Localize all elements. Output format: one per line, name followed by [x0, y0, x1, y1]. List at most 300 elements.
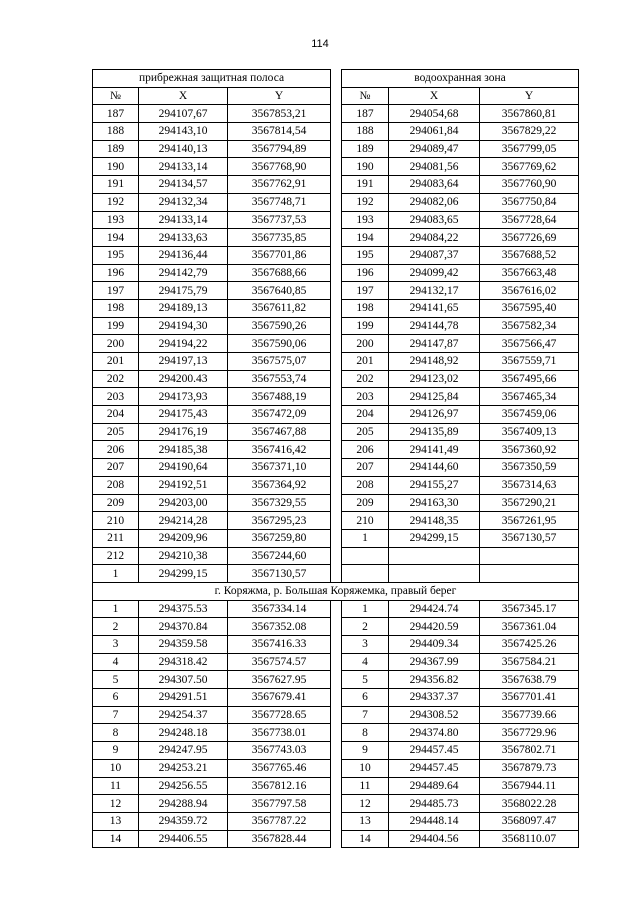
table-gap	[331, 742, 342, 760]
left-cell-x: 294142,79	[139, 264, 228, 282]
left-cell-y: 3567488,19	[228, 388, 331, 406]
table-gap	[331, 759, 342, 777]
table-gap	[331, 229, 342, 247]
left-cell-x: 294210,38	[139, 547, 228, 565]
left-cell-y: 3567738.01	[228, 724, 331, 742]
left-cell-x: 294194,22	[139, 335, 228, 353]
left-cell-y: 3567416.33	[228, 636, 331, 654]
left-cell-num: 13	[93, 812, 139, 830]
right-cell-num: 8	[342, 724, 389, 742]
right-cell-y: 3567350,59	[480, 459, 579, 477]
table-gap	[331, 476, 342, 494]
left-cell-num: 197	[93, 282, 139, 300]
left-cell-num: 192	[93, 193, 139, 211]
right-cell-y: 3567750,84	[480, 193, 579, 211]
right-cell-num: 10	[342, 759, 389, 777]
right-cell-y: 3567769,62	[480, 158, 579, 176]
table-row	[93, 459, 579, 477]
right-cell-y: 3567616,02	[480, 282, 579, 300]
right-cell-num: 189	[342, 140, 389, 158]
table-row	[93, 512, 579, 530]
table-gap	[331, 777, 342, 795]
table-row	[93, 388, 579, 406]
left-cell-x: 294133,14	[139, 158, 228, 176]
left-cell-x: 294254.37	[139, 706, 228, 724]
left-cell-x: 294136,44	[139, 246, 228, 264]
left-cell-x: 294375.53	[139, 600, 228, 618]
left-cell-num: 206	[93, 441, 139, 459]
right-cell-x: 294082,06	[389, 193, 480, 211]
table-row	[93, 759, 579, 777]
table-gap	[331, 353, 342, 371]
left-cell-y: 3567364,92	[228, 476, 331, 494]
right-cell-x: 294141,49	[389, 441, 480, 459]
left-header-x: X	[139, 87, 228, 105]
table-gap	[331, 724, 342, 742]
table-row	[93, 795, 579, 813]
left-cell-num: 191	[93, 176, 139, 194]
right-cell-x: 294126,97	[389, 406, 480, 424]
right-cell-num: 206	[342, 441, 389, 459]
left-cell-num: 204	[93, 406, 139, 424]
right-cell-num: 192	[342, 193, 389, 211]
right-cell-x: 294084,22	[389, 229, 480, 247]
table-gap	[331, 335, 342, 353]
left-cell-x: 294248.18	[139, 724, 228, 742]
left-cell-num: 205	[93, 423, 139, 441]
left-cell-x: 294143,10	[139, 123, 228, 141]
right-cell-y: 3567261,95	[480, 512, 579, 530]
right-cell-y: 3568022.28	[480, 795, 579, 813]
table-gap	[331, 317, 342, 335]
left-cell-y: 3567762,91	[228, 176, 331, 194]
table-title-row	[93, 70, 579, 88]
table-row	[93, 406, 579, 424]
left-cell-y: 3567743.03	[228, 742, 331, 760]
right-cell-num	[342, 565, 389, 583]
table-row	[93, 158, 579, 176]
right-cell-num: 6	[342, 689, 389, 707]
right-cell-x: 294132,17	[389, 282, 480, 300]
right-cell-y: 3567425.26	[480, 636, 579, 654]
left-cell-num: 194	[93, 229, 139, 247]
table-row	[93, 830, 579, 848]
right-cell-x	[389, 565, 480, 583]
right-cell-num: 200	[342, 335, 389, 353]
table-gap	[331, 246, 342, 264]
left-cell-y: 3567728.65	[228, 706, 331, 724]
right-cell-num: 187	[342, 105, 389, 123]
right-cell-x: 294148,35	[389, 512, 480, 530]
table-row	[93, 565, 579, 583]
right-header-x: X	[389, 87, 480, 105]
left-cell-x: 294200.43	[139, 370, 228, 388]
left-cell-x: 294247.95	[139, 742, 228, 760]
left-cell-x: 294359.72	[139, 812, 228, 830]
left-header-num: №	[93, 87, 139, 105]
right-cell-y: 3567663,48	[480, 264, 579, 282]
left-cell-x: 294256.55	[139, 777, 228, 795]
right-cell-y	[480, 547, 579, 565]
right-cell-x: 294489.64	[389, 777, 480, 795]
left-cell-x: 294132,34	[139, 193, 228, 211]
right-cell-y: 3567582,34	[480, 317, 579, 335]
right-cell-num: 12	[342, 795, 389, 813]
left-cell-num: 212	[93, 547, 139, 565]
right-cell-y: 3567360,92	[480, 441, 579, 459]
right-cell-num: 207	[342, 459, 389, 477]
right-cell-num: 201	[342, 353, 389, 371]
right-cell-num: 199	[342, 317, 389, 335]
left-cell-x: 294299,15	[139, 565, 228, 583]
right-cell-y: 3567688,52	[480, 246, 579, 264]
table-row	[93, 777, 579, 795]
right-cell-x: 294141,65	[389, 299, 480, 317]
right-cell-x: 294087,37	[389, 246, 480, 264]
left-cell-x: 294192,51	[139, 476, 228, 494]
left-cell-y: 3567244,60	[228, 547, 331, 565]
left-cell-num: 2	[93, 618, 139, 636]
page-number: 114	[311, 38, 329, 50]
right-cell-y: 3567879.73	[480, 759, 579, 777]
left-cell-y: 3567627.95	[228, 671, 331, 689]
table-gap	[331, 282, 342, 300]
right-cell-x: 294125,84	[389, 388, 480, 406]
table-gap	[331, 211, 342, 229]
left-cell-num: 201	[93, 353, 139, 371]
left-cell-x: 294189,13	[139, 299, 228, 317]
right-cell-num: 5	[342, 671, 389, 689]
right-cell-y: 3567130,57	[480, 529, 579, 547]
left-cell-x: 294190,64	[139, 459, 228, 477]
left-cell-x: 294288.94	[139, 795, 228, 813]
right-cell-num: 210	[342, 512, 389, 530]
right-cell-x: 294083,65	[389, 211, 480, 229]
right-cell-num: 203	[342, 388, 389, 406]
right-cell-num: 209	[342, 494, 389, 512]
right-cell-x: 294485.73	[389, 795, 480, 813]
table-row	[93, 547, 579, 565]
left-cell-x: 294140,13	[139, 140, 228, 158]
left-cell-x: 294175,79	[139, 282, 228, 300]
left-cell-num: 188	[93, 123, 139, 141]
right-cell-x: 294308.52	[389, 706, 480, 724]
right-cell-num: 188	[342, 123, 389, 141]
right-cell-num: 9	[342, 742, 389, 760]
right-header-num: №	[342, 87, 389, 105]
left-cell-num: 12	[93, 795, 139, 813]
right-cell-num: 14	[342, 830, 389, 848]
table-row	[93, 600, 579, 618]
right-cell-y: 3567495,66	[480, 370, 579, 388]
right-cell-y: 3567729.96	[480, 724, 579, 742]
right-cell-y: 3567638.79	[480, 671, 579, 689]
table-row	[93, 282, 579, 300]
left-cell-x: 294359.58	[139, 636, 228, 654]
right-cell-y: 3567726,69	[480, 229, 579, 247]
table-gap	[331, 388, 342, 406]
left-cell-x: 294134,57	[139, 176, 228, 194]
left-cell-y: 3567590,06	[228, 335, 331, 353]
left-cell-y: 3567590,26	[228, 317, 331, 335]
right-cell-x: 294420.59	[389, 618, 480, 636]
right-cell-x: 294409.34	[389, 636, 480, 654]
left-cell-num: 207	[93, 459, 139, 477]
left-cell-y: 3567748,71	[228, 193, 331, 211]
right-cell-num: 193	[342, 211, 389, 229]
right-cell-y: 3567799,05	[480, 140, 579, 158]
right-cell-x: 294404.56	[389, 830, 480, 848]
right-cell-num: 198	[342, 299, 389, 317]
right-cell-num: 208	[342, 476, 389, 494]
right-cell-x: 294457.45	[389, 742, 480, 760]
table-gap	[331, 812, 342, 830]
right-cell-num: 4	[342, 653, 389, 671]
table-row	[93, 742, 579, 760]
right-cell-y: 3567860,81	[480, 105, 579, 123]
table-gap	[331, 299, 342, 317]
left-cell-y: 3567640,85	[228, 282, 331, 300]
table-row	[93, 317, 579, 335]
right-cell-y: 3567760,90	[480, 176, 579, 194]
right-cell-x: 294099,42	[389, 264, 480, 282]
right-cell-x: 294356.82	[389, 671, 480, 689]
left-cell-y: 3567787.22	[228, 812, 331, 830]
right-cell-y: 3567314,63	[480, 476, 579, 494]
right-cell-y: 3567829,22	[480, 123, 579, 141]
right-cell-x: 294374.80	[389, 724, 480, 742]
table-gap	[331, 636, 342, 654]
table-row	[93, 229, 579, 247]
right-cell-x: 294148,92	[389, 353, 480, 371]
right-cell-x: 294054,68	[389, 105, 480, 123]
left-cell-y: 3567130,57	[228, 565, 331, 583]
right-cell-x: 294083,64	[389, 176, 480, 194]
table-gap	[331, 706, 342, 724]
left-cell-y: 3567352.08	[228, 618, 331, 636]
right-cell-num: 194	[342, 229, 389, 247]
table-gap	[331, 529, 342, 547]
left-cell-num: 1	[93, 600, 139, 618]
left-cell-num: 4	[93, 653, 139, 671]
left-cell-x: 294318.42	[139, 653, 228, 671]
left-cell-num: 14	[93, 830, 139, 848]
left-cell-num: 203	[93, 388, 139, 406]
table-row	[93, 441, 579, 459]
left-cell-num: 11	[93, 777, 139, 795]
table-row	[93, 105, 579, 123]
table-row	[93, 353, 579, 371]
table-row	[93, 335, 579, 353]
left-cell-y: 3567828.44	[228, 830, 331, 848]
left-cell-y: 3567814,54	[228, 123, 331, 141]
left-cell-x: 294214,28	[139, 512, 228, 530]
table-gap	[331, 87, 342, 105]
left-cell-y: 3567295,23	[228, 512, 331, 530]
table-gap	[331, 406, 342, 424]
table-gap	[331, 264, 342, 282]
table-gap	[331, 123, 342, 141]
table-gap	[331, 140, 342, 158]
right-cell-num: 190	[342, 158, 389, 176]
right-cell-x: 294061,84	[389, 123, 480, 141]
right-cell-y: 3567345.17	[480, 600, 579, 618]
left-cell-num: 211	[93, 529, 139, 547]
table-gap	[331, 176, 342, 194]
right-cell-x: 294337.37	[389, 689, 480, 707]
left-cell-x: 294307.50	[139, 671, 228, 689]
left-cell-y: 3567794,89	[228, 140, 331, 158]
right-cell-x: 294081,56	[389, 158, 480, 176]
left-cell-y: 3567575,07	[228, 353, 331, 371]
section-title-row	[93, 582, 579, 600]
left-cell-y: 3567701,86	[228, 246, 331, 264]
right-cell-x: 294147,87	[389, 335, 480, 353]
table-row	[93, 618, 579, 636]
right-cell-num: 13	[342, 812, 389, 830]
left-cell-y: 3567329,55	[228, 494, 331, 512]
left-cell-y: 3567416,42	[228, 441, 331, 459]
left-cell-num: 210	[93, 512, 139, 530]
table-row	[93, 529, 579, 547]
right-cell-num: 1	[342, 600, 389, 618]
table-row	[93, 246, 579, 264]
left-cell-y: 3567472,09	[228, 406, 331, 424]
table-gap	[331, 689, 342, 707]
table-row	[93, 140, 579, 158]
left-cell-y: 3567768,90	[228, 158, 331, 176]
table-row	[93, 264, 579, 282]
left-cell-x: 294107,67	[139, 105, 228, 123]
table-gap	[331, 671, 342, 689]
right-cell-y: 3567584.21	[480, 653, 579, 671]
right-cell-y: 3567559,71	[480, 353, 579, 371]
right-cell-num: 202	[342, 370, 389, 388]
table-row	[93, 494, 579, 512]
right-cell-x: 294163,30	[389, 494, 480, 512]
table-row	[93, 724, 579, 742]
table-gap	[331, 459, 342, 477]
table-gap	[331, 423, 342, 441]
table-row	[93, 423, 579, 441]
right-cell-y: 3567701.41	[480, 689, 579, 707]
left-cell-y: 3567797.58	[228, 795, 331, 813]
right-cell-x: 294155,27	[389, 476, 480, 494]
right-cell-num: 3	[342, 636, 389, 654]
left-cell-y: 3567574.57	[228, 653, 331, 671]
left-cell-num: 8	[93, 724, 139, 742]
right-cell-x: 294448.14	[389, 812, 480, 830]
left-cell-y: 3567737,53	[228, 211, 331, 229]
table-row	[93, 689, 579, 707]
right-cell-x: 294089,47	[389, 140, 480, 158]
right-cell-num: 191	[342, 176, 389, 194]
table-gap	[331, 105, 342, 123]
coordinates-table-body	[93, 70, 579, 848]
table-row	[93, 193, 579, 211]
right-cell-x: 294367.99	[389, 653, 480, 671]
left-cell-num: 209	[93, 494, 139, 512]
left-cell-num: 187	[93, 105, 139, 123]
left-cell-y: 3567259,80	[228, 529, 331, 547]
left-cell-num: 1	[93, 565, 139, 583]
right-cell-y: 3568097.47	[480, 812, 579, 830]
table-header-row	[93, 87, 579, 105]
coordinates-table	[92, 69, 579, 848]
left-cell-x: 294406.55	[139, 830, 228, 848]
right-cell-y: 3567944.11	[480, 777, 579, 795]
left-cell-num: 199	[93, 317, 139, 335]
table-row	[93, 176, 579, 194]
table-row	[93, 671, 579, 689]
table-gap	[331, 158, 342, 176]
left-cell-y: 3567611,82	[228, 299, 331, 317]
table-row	[93, 653, 579, 671]
left-cell-x: 294133,63	[139, 229, 228, 247]
table-gap	[331, 565, 342, 583]
left-cell-x: 294133,14	[139, 211, 228, 229]
table-gap	[331, 370, 342, 388]
right-cell-y	[480, 565, 579, 583]
left-cell-x: 294175,43	[139, 406, 228, 424]
left-cell-num: 189	[93, 140, 139, 158]
left-cell-y: 3567812.16	[228, 777, 331, 795]
right-cell-y: 3567728,64	[480, 211, 579, 229]
table-gap	[331, 618, 342, 636]
left-cell-y: 3567679.41	[228, 689, 331, 707]
right-cell-y: 3567802.71	[480, 742, 579, 760]
table-gap	[331, 830, 342, 848]
table-row	[93, 812, 579, 830]
right-header-y: Y	[480, 87, 579, 105]
section-title: г. Коряжма, р. Большая Коряжемка, правый берег	[93, 582, 579, 600]
table-row	[93, 706, 579, 724]
right-cell-y: 3568110.07	[480, 830, 579, 848]
right-cell-num: 205	[342, 423, 389, 441]
right-cell-x: 294135,89	[389, 423, 480, 441]
table-gap	[331, 512, 342, 530]
right-cell-x: 294424.74	[389, 600, 480, 618]
left-cell-x: 294197,13	[139, 353, 228, 371]
right-cell-x: 294299,15	[389, 529, 480, 547]
right-cell-num: 196	[342, 264, 389, 282]
table-row	[93, 123, 579, 141]
left-cell-y: 3567371,10	[228, 459, 331, 477]
left-cell-num: 3	[93, 636, 139, 654]
right-cell-y: 3567409,13	[480, 423, 579, 441]
table-gap	[331, 600, 342, 618]
left-cell-num: 7	[93, 706, 139, 724]
left-cell-x: 294209,96	[139, 529, 228, 547]
right-cell-num: 195	[342, 246, 389, 264]
right-cell-y: 3567739.66	[480, 706, 579, 724]
right-cell-num	[342, 547, 389, 565]
table-row	[93, 370, 579, 388]
table-gap	[331, 547, 342, 565]
left-cell-x: 294203,00	[139, 494, 228, 512]
table-gap	[331, 441, 342, 459]
right-cell-num: 1	[342, 529, 389, 547]
table-gap	[331, 193, 342, 211]
left-cell-num: 5	[93, 671, 139, 689]
left-cell-y: 3567467,88	[228, 423, 331, 441]
left-cell-y: 3567688,66	[228, 264, 331, 282]
left-cell-y: 3567553,74	[228, 370, 331, 388]
left-cell-y: 3567853,21	[228, 105, 331, 123]
left-cell-num: 190	[93, 158, 139, 176]
left-table-title: прибрежная защитная полоса	[93, 70, 331, 88]
right-cell-num: 197	[342, 282, 389, 300]
